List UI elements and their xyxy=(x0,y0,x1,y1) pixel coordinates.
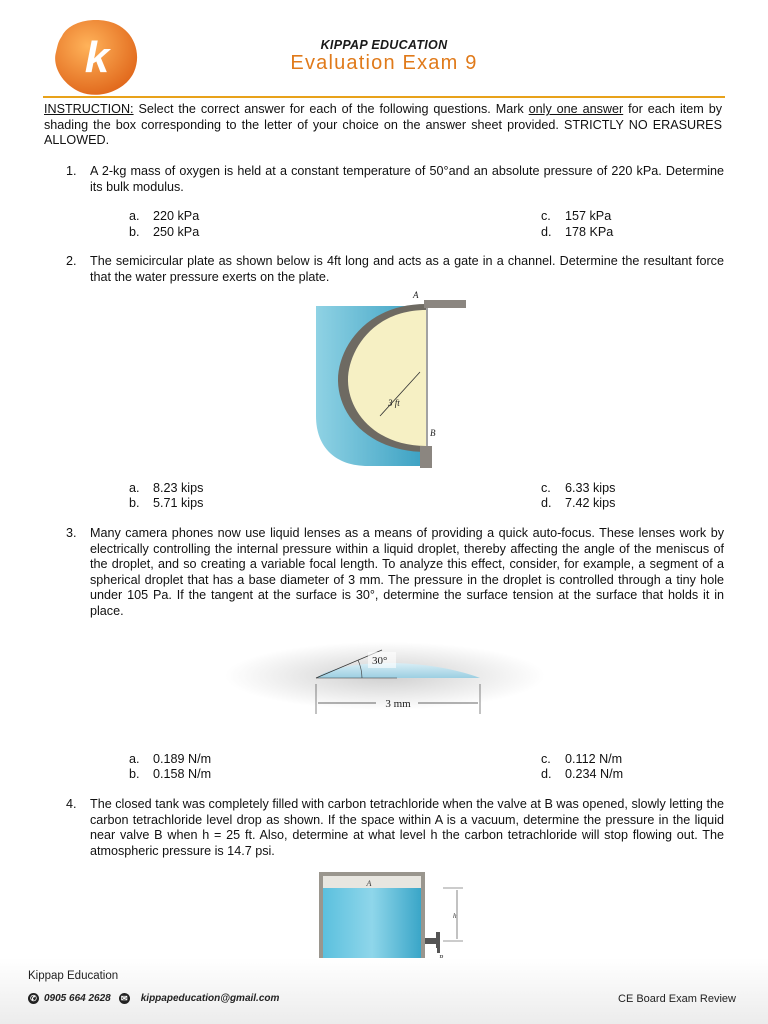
choice-3c: c. 0.112 N/m xyxy=(541,752,623,766)
choice-2a: a. 8.23 kips xyxy=(129,481,204,495)
brand-name: KIPPAP EDUCATION xyxy=(320,38,448,52)
semicircular-gate-figure xyxy=(308,288,468,472)
question-3: 3. Many camera phones now use liquid lenses as a means of providing a quick auto-focus. These lenses work by electrically controlling the internal pressure within a liquid droplet, thereby affecting the angle of the meniscus of the droplet, and so creating a variable focal length. To analyze this effect, consider, for example, a segment of a spherical droplet that has a base diameter of 3 mm. The pressure in the droplet is controlled through a tiny hole under 105 Pa. If the tangent at the surface is 30°, determine the surface tension at the surface that holds it in place. xyxy=(66,526,724,618)
choice-2d: d. 7.42 kips xyxy=(541,496,616,510)
question-1: 1. A 2-kg mass of oxygen is held at a constant temperature of 50°and an absolute pressure of 220 kPa. Determine its bulk modulus. xyxy=(66,164,724,194)
footer-email: kippapeducation@gmail.com xyxy=(140,993,280,1004)
header-divider xyxy=(43,96,725,98)
choice-1b: b. 250 kPa xyxy=(129,225,200,239)
footer-bar xyxy=(0,958,768,1024)
choice-3b: b. 0.158 N/m xyxy=(129,767,212,781)
question-4: 4. The closed tank was completely filled with carbon tetrachloride when the valve at B was opened, slowly letting the carbon tetrachloride level drop as shown. If the space within A is a vacuum, determine the pressure in the liquid near valve B when h = 25 ft. Also, determine at what level h the carbon tetrachloride will stop flowing out. The atmospheric pressure is 14.7 psi. xyxy=(66,797,724,858)
svg-text:B: B xyxy=(430,428,436,438)
liquid-droplet-figure xyxy=(222,640,548,724)
svg-text:30°: 30° xyxy=(372,655,388,667)
svg-text:3 mm: 3 mm xyxy=(385,698,411,710)
svg-text:k: k xyxy=(84,33,110,82)
footer-tagline: CE Board Exam Review xyxy=(618,993,736,1005)
svg-text:A: A xyxy=(366,879,372,888)
choice-1c: c. 157 kPa xyxy=(541,209,612,223)
choice-3d: d. 0.234 N/m xyxy=(541,767,624,781)
instruction-label: INSTRUCTION: xyxy=(44,102,134,116)
svg-text:A: A xyxy=(413,290,419,300)
question-2: 2. The semicircular plate as shown below is 4ft long and acts as a gate in a channel. Determine the resultant force that the water pressure exerts on the plate. xyxy=(66,254,724,284)
phone-icon: ✆ xyxy=(28,993,39,1004)
page-title: Evaluation Exam 9 xyxy=(290,52,478,74)
footer-phone: 0905 664 2628 xyxy=(44,993,111,1004)
footer-brand: Kippap Education xyxy=(28,970,119,982)
email-icon: ✉ xyxy=(119,993,130,1004)
footer-contact xyxy=(28,993,279,1004)
instruction-emphasis: only one answer xyxy=(528,102,624,116)
choice-3a: a. 0.189 N/m xyxy=(129,752,212,766)
svg-text:h: h xyxy=(453,912,457,920)
svg-text:3 ft: 3 ft xyxy=(388,398,400,408)
choice-1d: d. 178 KPa xyxy=(541,225,614,239)
choice-2b: b. 5.71 kips xyxy=(129,496,204,510)
instruction-paragraph: INSTRUCTION: Select the correct answer for each of the following questions. Mark only one answer for each item by shading the box corresponding to the letter of your choice on the answer sheet provided. STRICTLY NO ERASURES ALLOWED. xyxy=(44,102,722,147)
choice-1a: a. 220 kPa xyxy=(129,209,200,223)
choice-2c: c. 6.33 kips xyxy=(541,481,616,495)
